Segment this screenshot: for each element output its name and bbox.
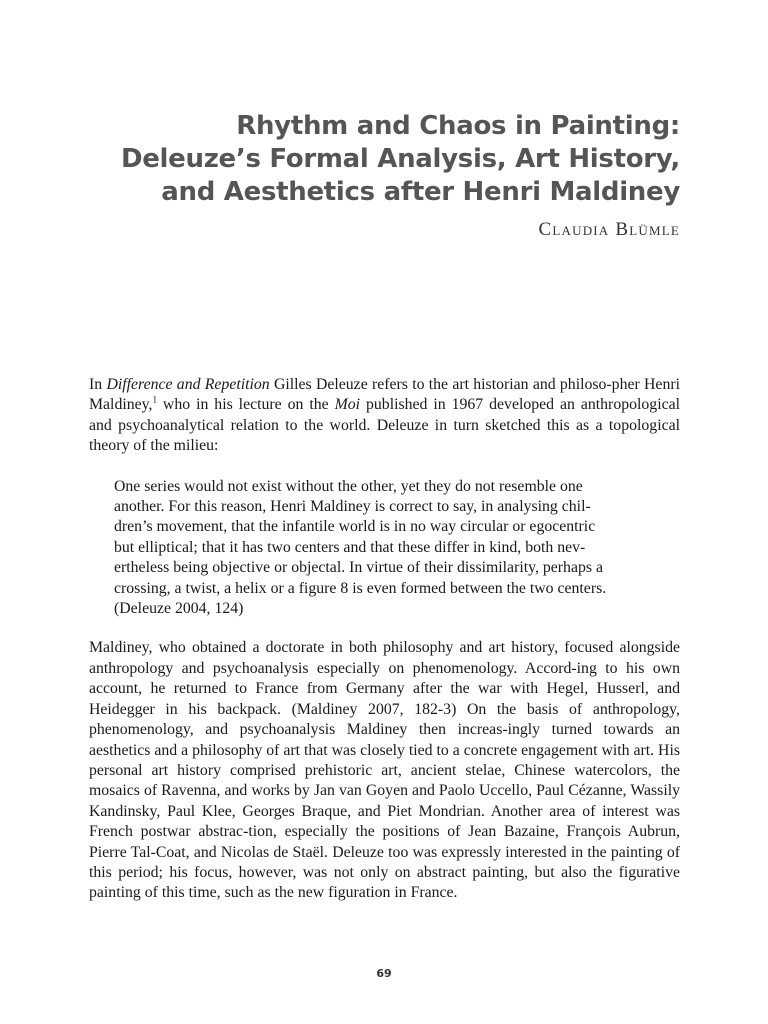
- quote-line: dren’s movement, that the infantile world is in no way circular or egocentric: [114, 518, 596, 536]
- article-body: [89, 375, 680, 904]
- footnote-marker[interactable]: 1: [152, 395, 157, 406]
- quote-citation: (Deleuze 2004, 124): [114, 600, 244, 618]
- title-block: [120, 110, 680, 241]
- paragraph-intro: [89, 375, 680, 457]
- text-run: published in 1967 developed an anthropological and psychoanalytical relation to the world. Deleuze in turn sketched this as a topological theory of the milieu:: [89, 396, 680, 455]
- text-run: Gilles Deleuze refers to the art historian and philoso-pher Henri Maldiney,: [89, 376, 680, 414]
- title-line: Rhythm and Chaos in Painting:: [236, 111, 680, 141]
- text-run: who in his lecture on the: [156, 396, 335, 414]
- book-title: Difference and Repetition: [106, 376, 270, 393]
- text-run: In: [89, 376, 107, 393]
- moi-title: Moi: [334, 396, 361, 414]
- quote-line: One series would not exist without the other, yet they do not resemble one: [114, 477, 583, 495]
- title-line: Deleuze’s Formal Analysis, Art History,: [120, 144, 680, 174]
- paragraph-maldiney: Maldiney, who obtained a doctorate in both philosophy and art history, focused alongside anthropology and psychoanalysis especially on phenomenology. Accord-ing to his own account, he returned to France from Germany after the war with Hegel, Husserl, and Heidegger in his backpack. (Maldiney 2007, 182-3) On the basis of anthropology, phenomenology, and psychoanalysis Maldiney then increas-ingly turned towards an aesthetics and a philosophy of art that was closely tied to a concrete engagement with art. His personal art history comprised prehistoric art, ancient stelae, Chinese watercolors, the mosaics of Ravenna, and works by Jan van Goyen and Paolo Uccello, Paul Cézanne, Wassily Kandinsky, Paul Klee, Georges Braque, and Piet Mondrian. Another area of interest was French postwar abstrac-tion, especially the positions of Jean Bazaine, François Aubrun, Pierre Tal-Coat, and Nicolas de Staël. Deleuze too was expressly interested in the painting of this period; his focus, however, was not only on abstract painting, but also the figurative painting of this time, such as the new figuration in France.: [89, 639, 680, 902]
- block-quote: [114, 477, 656, 620]
- quote-line: crossing, a twist, a helix or a figure 8 is even formed between the two centers.: [114, 579, 607, 597]
- quote-line: ertheless being objective or objectal. In virtue of their dissimilarity, perhaps a: [114, 559, 603, 577]
- author-name: Claudia Blümle: [538, 219, 680, 240]
- quote-line: another. For this reason, Henri Maldiney is correct to say, in analysing chil-: [114, 498, 591, 516]
- article-title: [120, 110, 680, 209]
- quote-line: but elliptical; that it has two centers and that these differ in kind, both nev-: [114, 538, 586, 556]
- title-line: and Aesthetics after Henri Maldiney: [161, 177, 680, 207]
- page-number: 69: [376, 967, 392, 980]
